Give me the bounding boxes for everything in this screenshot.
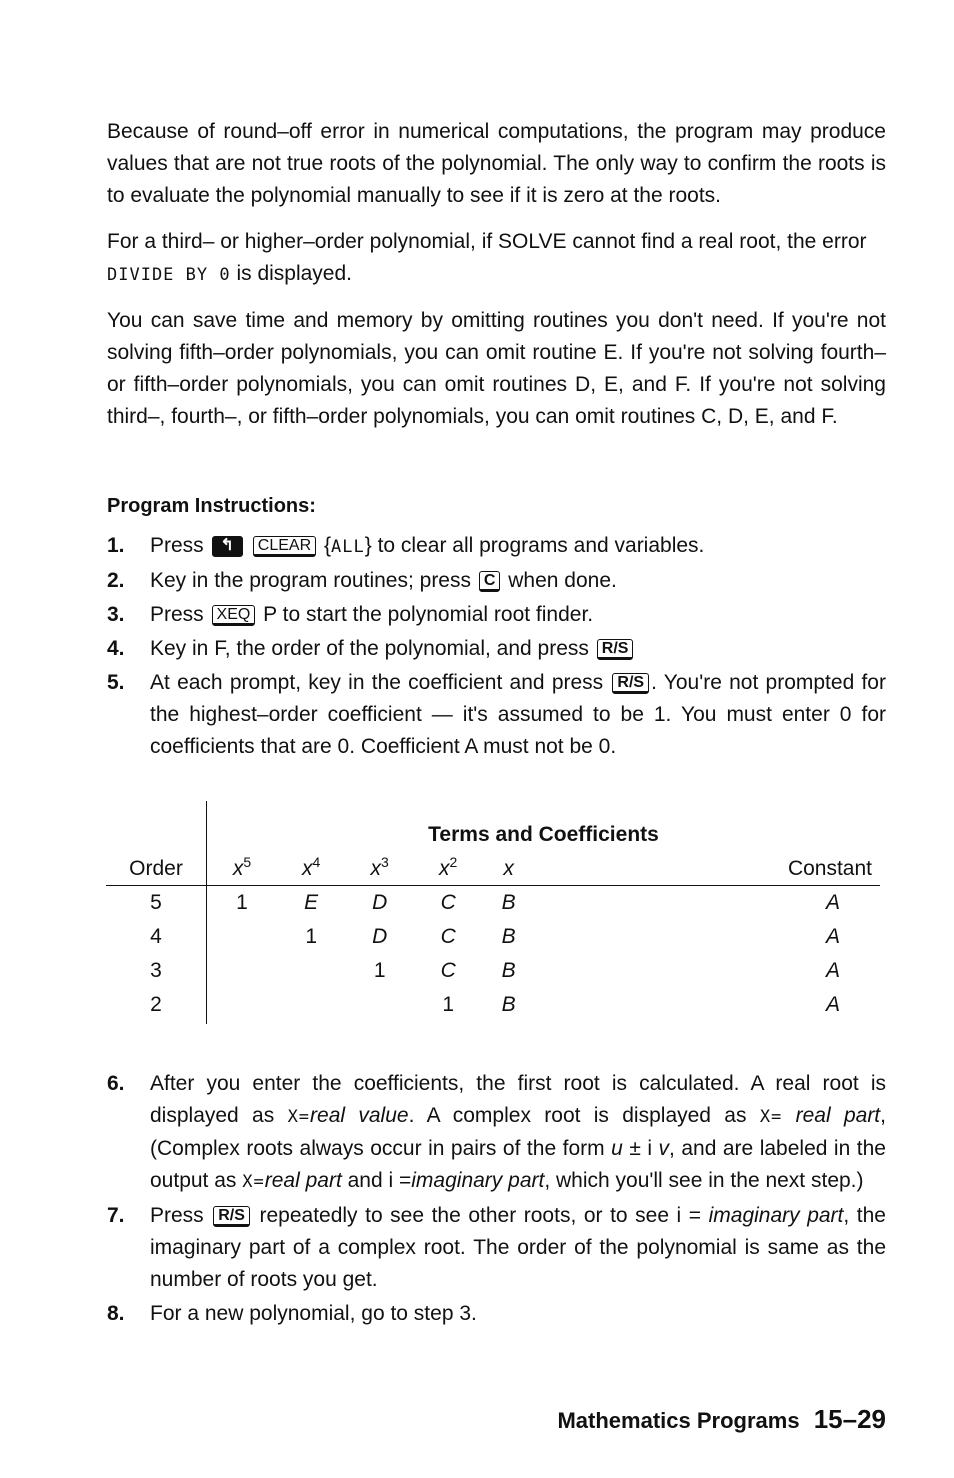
header-x: x [482,847,534,886]
step-7: 7. Press R/S repeatedly to see the other roots, or to see i = imaginary part, the imaginary part of a complex root. The order of the polynomial is same as the number of roots you get. [107,1204,886,1291]
step-4: 4. Key in F, the order of the polynomial, and press R/S [107,633,886,665]
step-5: 5. At each prompt, key in the coefficient and press R/S . You're not prompted for the highest–order coefficient — it's assumed to be 1. You must enter 0 for coefficients that are 0. Coefficient A must not be 0. [107,671,886,758]
instruction-steps [107,530,886,763]
lcd-message: X= [242,1172,265,1192]
header-x4: $x^4$ [277,847,346,886]
paragraph-text: is displayed. [236,262,352,285]
header-x5: $x^5$ [207,847,277,886]
run-stop-key-icon: R/S [213,1206,250,1227]
section-title: Mathematics Programs [557,1408,800,1433]
table-row: 4 1 D C B A [106,920,880,954]
table-header-row [106,847,880,886]
table-row: 2 1 B A [106,988,880,1024]
step-2: 2. Key in the program routines; press C when done. [107,569,617,592]
step-3: 3. Press XEQ P to start the polynomial root finder. [107,603,594,626]
paragraph-text: For a third– or higher–order polynomial, if SOLVE cannot find a real root, the error [107,230,867,253]
run-stop-key-icon: R/S [612,673,649,694]
step-1: 1. Press ↰ CLEAR {ALL} to clear all programs and variables. [107,534,705,557]
lcd-message: DIVIDE BY 0 [107,265,231,285]
step-6: 6. After you enter the coefficients, the first root is calculated. A real root is displayed as X=real value. A complex root is displayed as X= real part, (Complex roots always occur in pairs of the form u ± i v, and are labeled in the output as X=real part and i =imaginary part, which you'll see in the next step.) [107,1072,886,1192]
lcd-message: X= [287,1107,311,1127]
table-row: 3 1 C B A [106,954,880,988]
table-title-row [106,801,880,847]
c-key-icon: C [479,571,501,592]
lcd-message: X= [759,1107,783,1127]
paragraph-solve-error [107,226,886,291]
paragraph-save-memory: You can save time and memory by omitting routines you don't need. If you're not solving fifth–order polynomials, you can omit routine E. If you're not solving fourth– or fifth–order polynomials, you can omit routines D, E, and F. If you're not solving third–, fourth–, or fifth–order polynomials, you can omit routines C, D, E, and F. [107,309,886,428]
header-constant: Constant [535,847,880,886]
instruction-steps-continued [107,1068,886,1330]
page-number: 15–29 [813,1404,886,1434]
table-row: 5 1 E D C B A [106,886,880,921]
step-8: 8. For a new polynomial, go to step 3. [107,1302,477,1325]
clear-key-icon: CLEAR [253,536,316,557]
header-order: Order [106,847,207,886]
coefficients-table [106,801,880,1024]
header-x3: $x^3$ [345,847,414,886]
page-footer [557,1404,886,1435]
paragraph-roundoff: Because of round–off error in numerical computations, the program may produce values that are not true roots of the polynomial. The only way to confirm the roots is to evaluate the polynomial manually to see if it is zero at the roots. [107,120,886,207]
table-title: Terms and Coefficients [428,823,659,846]
page-content [107,116,886,1332]
all-menu-label: ALL [331,537,365,557]
instructions-title: Program Instructions: [107,495,316,517]
header-x2: $x^2$ [414,847,483,886]
run-stop-key-icon: R/S [597,639,634,660]
left-shift-key-icon: ↰ [212,536,243,557]
xeq-key-icon: XEQ [212,605,256,626]
